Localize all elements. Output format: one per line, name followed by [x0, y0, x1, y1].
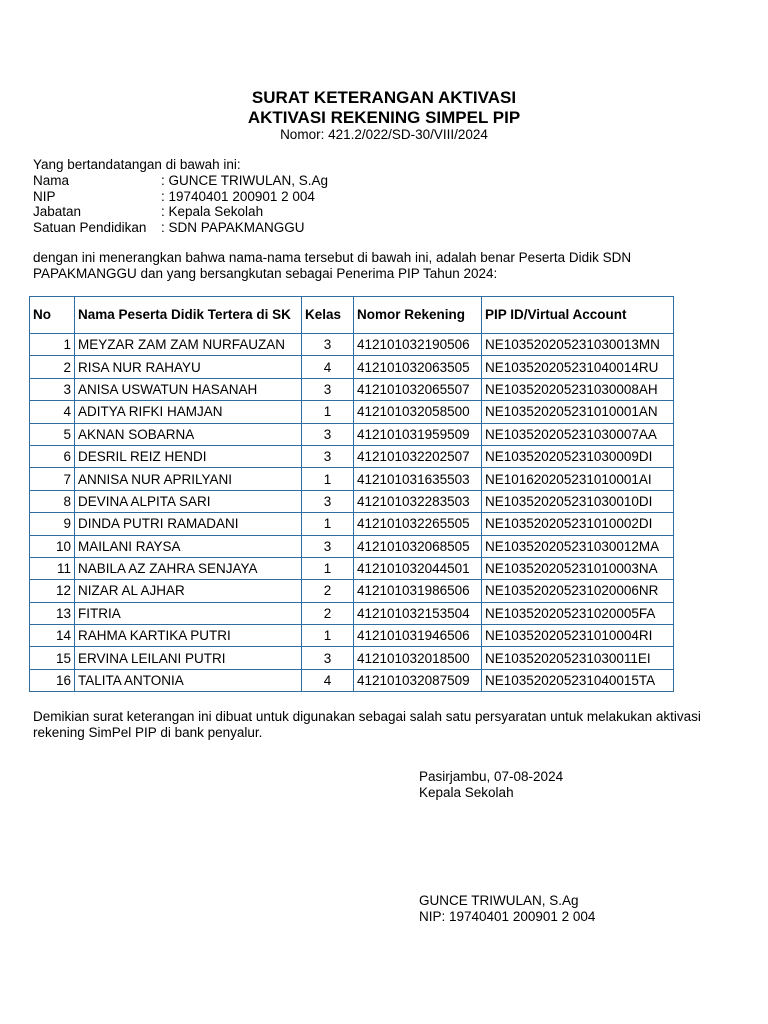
cell-pip-id: NE103520205231030011EI: [482, 647, 674, 669]
table-row: [30, 423, 674, 445]
cell-nama: MAILANI RAYSA: [75, 535, 302, 557]
cell-kelas: 1: [302, 513, 354, 535]
cell-no: 8: [30, 490, 75, 512]
cell-no: 2: [30, 356, 75, 378]
table-row: [30, 557, 674, 579]
cell-rekening: 412101032265505: [354, 513, 482, 535]
header-kelas: Kelas: [302, 297, 354, 334]
cell-no: 10: [30, 535, 75, 557]
table-row: [30, 625, 674, 647]
cell-no: 6: [30, 445, 75, 467]
identity-value: : Kepala Sekolah: [161, 204, 264, 219]
cell-no: 14: [30, 625, 75, 647]
identity-value: : 19740401 200901 2 004: [161, 188, 315, 204]
cell-pip-id: NE103520205231010002DI: [482, 513, 674, 535]
intro-text: Yang bertandatangan di bawah ini:: [33, 157, 241, 172]
recipients-table: [29, 296, 674, 692]
identity-row-nama: [33, 173, 328, 189]
signatory-nip: NIP: 19740401 200901 2 004: [419, 908, 596, 924]
cell-no: 12: [30, 580, 75, 602]
cell-kelas: 1: [302, 401, 354, 423]
table-row: [30, 669, 674, 691]
cell-nama: NABILA AZ ZAHRA SENJAYA: [75, 557, 302, 579]
cell-pip-id: NE103520205231030008AH: [482, 378, 674, 400]
cell-nama: MEYZAR ZAM ZAM NURFAUZAN: [75, 334, 302, 356]
cell-rekening: 412101031959509: [354, 423, 482, 445]
cell-rekening: 412101032087509: [354, 669, 482, 691]
identity-value: : GUNCE TRIWULAN, S.Ag: [161, 173, 329, 188]
table-row: [30, 401, 674, 423]
cell-rekening: 412101032068505: [354, 535, 482, 557]
cell-no: 9: [30, 513, 75, 535]
cell-no: 1: [30, 334, 75, 356]
cell-no: 16: [30, 669, 75, 691]
cell-pip-id: NE103520205231030007AA: [482, 423, 674, 445]
cell-nama: AKNAN SOBARNA: [75, 423, 302, 445]
place-date: Pasirjambu, 07-08-2024: [419, 769, 564, 784]
cell-nama: ANISA USWATUN HASANAH: [75, 378, 302, 400]
signatory-identity: [33, 173, 328, 235]
table-row: [30, 535, 674, 557]
cell-nama: RISA NUR RAHAYU: [75, 356, 302, 378]
cell-pip-id: NE103520205231010004RI: [482, 625, 674, 647]
identity-row-nip: [33, 189, 328, 205]
statement-paragraph: dengan ini menerangkan bahwa nama-nama tersebut di bawah ini, adalah benar Peserta Didik SDN PAPAKMANGGU dan yang bersangkutan sebagai Penerima PIP Tahun 2024:: [33, 250, 632, 281]
table-row: [30, 356, 674, 378]
cell-kelas: 3: [302, 423, 354, 445]
signature-footer: [419, 893, 595, 924]
table-row: [30, 378, 674, 400]
identity-label: Nama: [33, 173, 70, 188]
cell-no: 7: [30, 468, 75, 490]
cell-pip-id: NE103520205231020005FA: [482, 602, 674, 624]
cell-pip-id: NE103520205231030012MA: [482, 535, 674, 557]
table-row: [30, 445, 674, 467]
cell-nama: ANNISA NUR APRILYANI: [75, 468, 302, 490]
cell-kelas: 2: [302, 602, 354, 624]
header-pip-id: PIP ID/Virtual Account: [482, 297, 674, 334]
document-number: Nomor: 421.2/022/SD-30/VIII/2024: [280, 127, 488, 142]
cell-kelas: 4: [302, 669, 354, 691]
cell-no: 11: [30, 557, 75, 579]
cell-kelas: 1: [302, 557, 354, 579]
identity-row-jabatan: [33, 204, 328, 220]
identity-label: Jabatan: [33, 204, 82, 219]
cell-nama: RAHMA KARTIKA PUTRI: [75, 625, 302, 647]
table-row: [30, 468, 674, 490]
cell-pip-id: NE103520205231030009DI: [482, 445, 674, 467]
cell-rekening: 412101032044501: [354, 557, 482, 579]
cell-nama: NIZAR AL AJHAR: [75, 580, 302, 602]
cell-rekening: 412101031635503: [354, 468, 482, 490]
cell-rekening: 412101031946506: [354, 625, 482, 647]
table-row: [30, 580, 674, 602]
table-row: [30, 602, 674, 624]
cell-kelas: 3: [302, 445, 354, 467]
table-row: [30, 490, 674, 512]
cell-rekening: 412101032283503: [354, 490, 482, 512]
header-rekening: Nomor Rekening: [354, 297, 482, 334]
cell-kelas: 2: [302, 580, 354, 602]
header-nama: Nama Peserta Didik Tertera di SK: [75, 297, 302, 334]
cell-rekening: 412101032202507: [354, 445, 482, 467]
table-row: [30, 513, 674, 535]
cell-no: 15: [30, 647, 75, 669]
signatory-position: Kepala Sekolah: [419, 784, 514, 800]
cell-no: 5: [30, 423, 75, 445]
cell-pip-id: NE103520205231040015TA: [482, 669, 674, 691]
cell-rekening: 412101032190506: [354, 334, 482, 356]
cell-kelas: 3: [302, 334, 354, 356]
header-no: No: [30, 297, 75, 334]
cell-pip-id: NE103520205231010001AN: [482, 401, 674, 423]
document-title: SURAT KETERANGAN AKTIVASI: [251, 88, 517, 107]
cell-rekening: 412101032065507: [354, 378, 482, 400]
cell-rekening: 412101032018500: [354, 647, 482, 669]
cell-kelas: 4: [302, 356, 354, 378]
cell-no: 3: [30, 378, 75, 400]
cell-rekening: 412101032153504: [354, 602, 482, 624]
document-subtitle: AKTIVASI REKENING SIMPEL PIP: [247, 108, 521, 127]
cell-pip-id: NE103520205231030013MN: [482, 334, 674, 356]
signatory-name: GUNCE TRIWULAN, S.Ag: [419, 893, 579, 908]
cell-pip-id: NE103520205231020006NR: [482, 580, 674, 602]
cell-pip-id: NE101620205231010001AI: [482, 468, 674, 490]
cell-kelas: 3: [302, 535, 354, 557]
cell-nama: ERVINA LEILANI PUTRI: [75, 647, 302, 669]
table-header-row: [30, 297, 674, 334]
cell-rekening: 412101032063505: [354, 356, 482, 378]
signature-header: [419, 769, 563, 800]
cell-nama: DEVINA ALPITA SARI: [75, 490, 302, 512]
cell-nama: ADITYA RIFKI HAMJAN: [75, 401, 302, 423]
cell-rekening: 412101032058500: [354, 401, 482, 423]
cell-nama: DESRIL REIZ HENDI: [75, 445, 302, 467]
closing-paragraph: Demikian surat keterangan ini dibuat untuk digunakan sebagai salah satu persyaratan untuk melakukan aktivasi rekening SimPel PIP di bank penyalur.: [33, 709, 701, 740]
identity-label: Satuan Pendidikan: [33, 219, 147, 235]
cell-no: 13: [30, 602, 75, 624]
cell-no: 4: [30, 401, 75, 423]
table-row: [30, 334, 674, 356]
identity-row-satuan: [33, 220, 328, 236]
cell-nama: TALITA ANTONIA: [75, 669, 302, 691]
identity-label: NIP: [33, 188, 56, 204]
cell-nama: DINDA PUTRI RAMADANI: [75, 513, 302, 535]
table-body: [30, 334, 674, 692]
cell-pip-id: NE103520205231010003NA: [482, 557, 674, 579]
table-row: [30, 647, 674, 669]
cell-kelas: 1: [302, 468, 354, 490]
cell-kelas: 3: [302, 647, 354, 669]
cell-rekening: 412101031986506: [354, 580, 482, 602]
cell-pip-id: NE103520205231040014RU: [482, 356, 674, 378]
cell-nama: FITRIA: [75, 602, 302, 624]
cell-pip-id: NE103520205231030010DI: [482, 490, 674, 512]
identity-value: : SDN PAPAKMANGGU: [161, 219, 305, 235]
cell-kelas: 1: [302, 625, 354, 647]
cell-kelas: 3: [302, 490, 354, 512]
cell-kelas: 3: [302, 378, 354, 400]
